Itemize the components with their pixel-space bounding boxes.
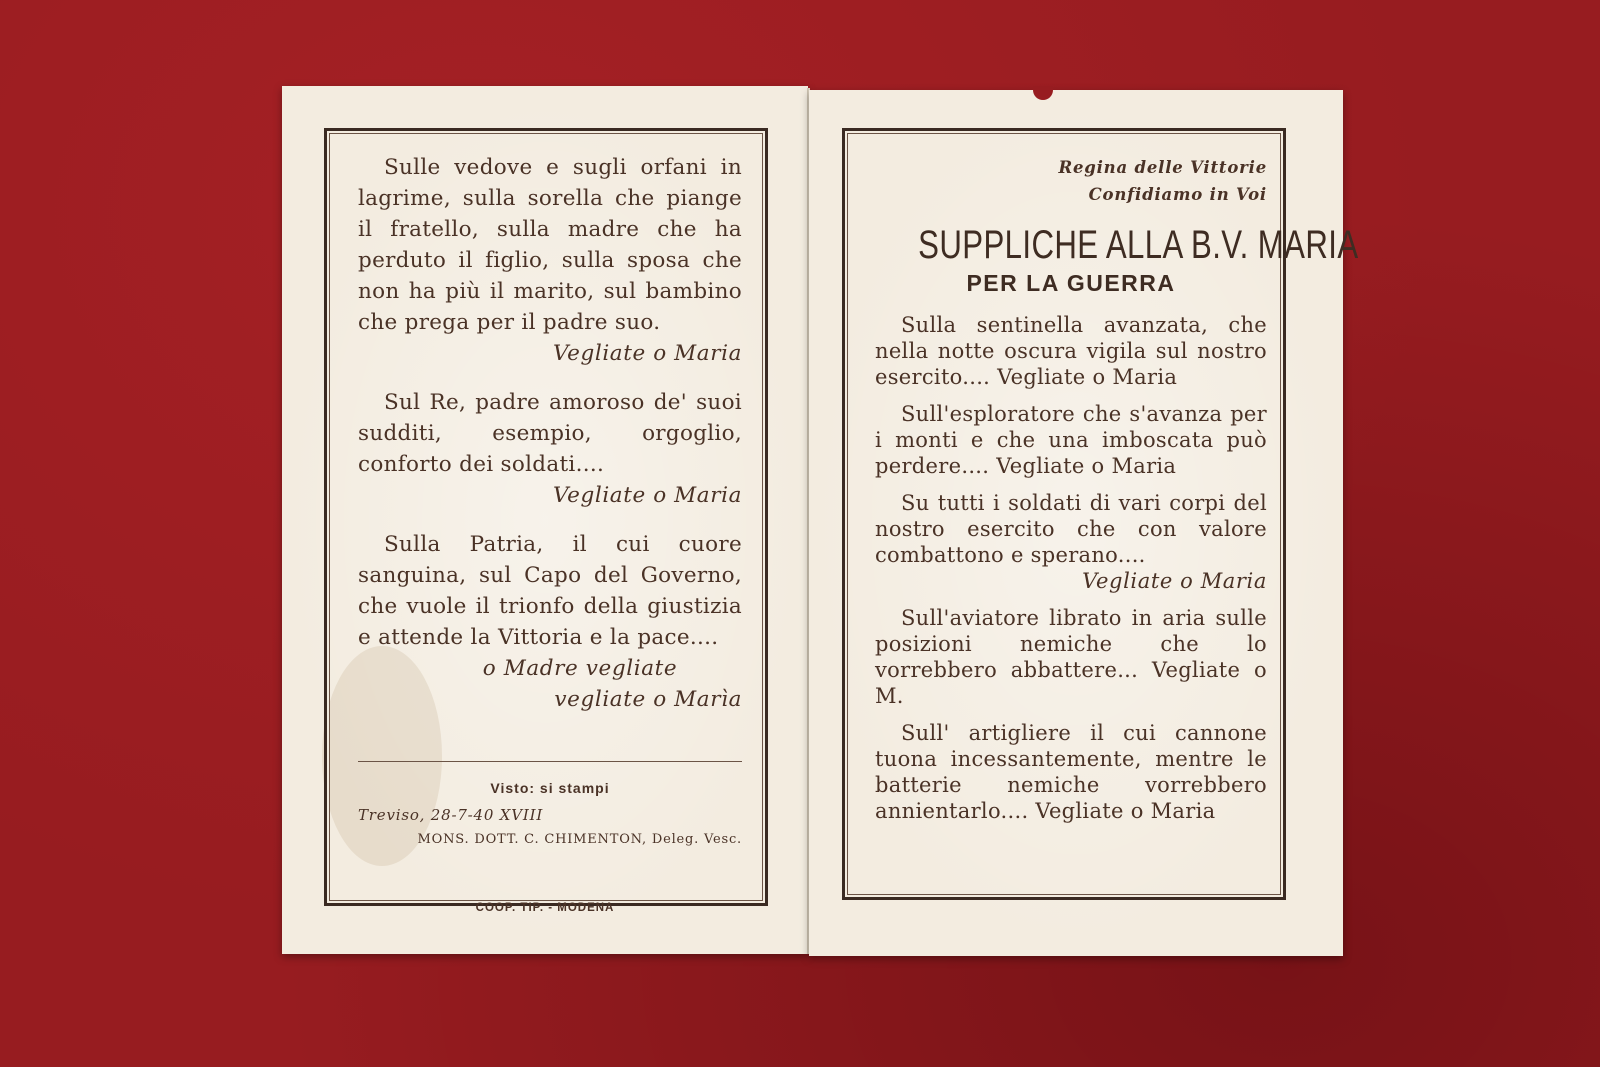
stanza-widows: Sulle vedove e sugli orfani in lagrime, sulla sorella che piange il fratello, sulla madre che ha perduto il figlio, sulla sposa che non ha più il marito, sul bambino che prega per il padre suo.	[358, 155, 742, 335]
header-confidiamo: Confidiamo in Voi	[1088, 185, 1267, 204]
response-madre: o Madre vegliate	[482, 656, 678, 681]
stanza-king: Sul Re, padre amoroso de' suoi sudditi, esempio, orgoglio, conforto dei soldati....	[358, 390, 742, 477]
page-title: SUPPLICHE ALLA B.V. MARIA	[918, 223, 1359, 267]
page-subtitle: PER LA GUERRA	[966, 270, 1176, 296]
stanza-scout: Sull'esploratore che s'avanza per i monti e che una imboscata può perdere.... Vegliate o Maria	[875, 402, 1267, 478]
place-date: Treviso, 28-7-40 XVIII	[358, 806, 544, 824]
stanza-sentinel: Sulla sentinella avanzata, che nella notte oscura vigila sul nostro esercito.... Vegliate o Maria	[875, 313, 1267, 389]
right-page-content	[875, 154, 1359, 824]
signer: MONS. DOTT. C. CHIMENTON, Deleg. Vesc.	[417, 832, 742, 847]
header-regina: Regina delle Vittorie	[1058, 158, 1267, 177]
right-page	[809, 90, 1359, 956]
imprimatur: Visto: si stampi	[490, 780, 610, 796]
paper-tear	[1033, 86, 1053, 100]
left-page	[282, 86, 808, 954]
stanza-soldiers: Su tutti i soldati di vari corpi del nostro esercito che con valore combattono e sperano....	[875, 491, 1267, 567]
stanza-aviator: Sull'aviatore librato in aria sulle posizioni nemiche che lo vorrebbero abbattere... Vegliate o M.	[875, 606, 1267, 708]
stanza-artilleryman: Sull' artigliere il cui cannone tuona incessantemente, mentre le batterie nemiche vorrebbero annientarlo.... Vegliate o Maria	[875, 721, 1267, 823]
response-vegliate: Vegliate o Maria	[1082, 569, 1267, 593]
printer-credit: COOP. TIP. - MODENA	[475, 902, 615, 914]
response-vegliate: Vegliate o Maria	[553, 341, 742, 366]
stanza-homeland: Sulla Patria, il cui cuore sanguina, sul Capo del Governo, che vuole il trionfo della giustizia e attende la Vittoria e la pace....	[358, 532, 742, 650]
divider-rule	[358, 761, 742, 762]
left-page-content	[358, 152, 742, 847]
response-maria: vegliate o Marìa	[554, 687, 742, 712]
response-vegliate: Vegliate o Maria	[553, 483, 742, 508]
